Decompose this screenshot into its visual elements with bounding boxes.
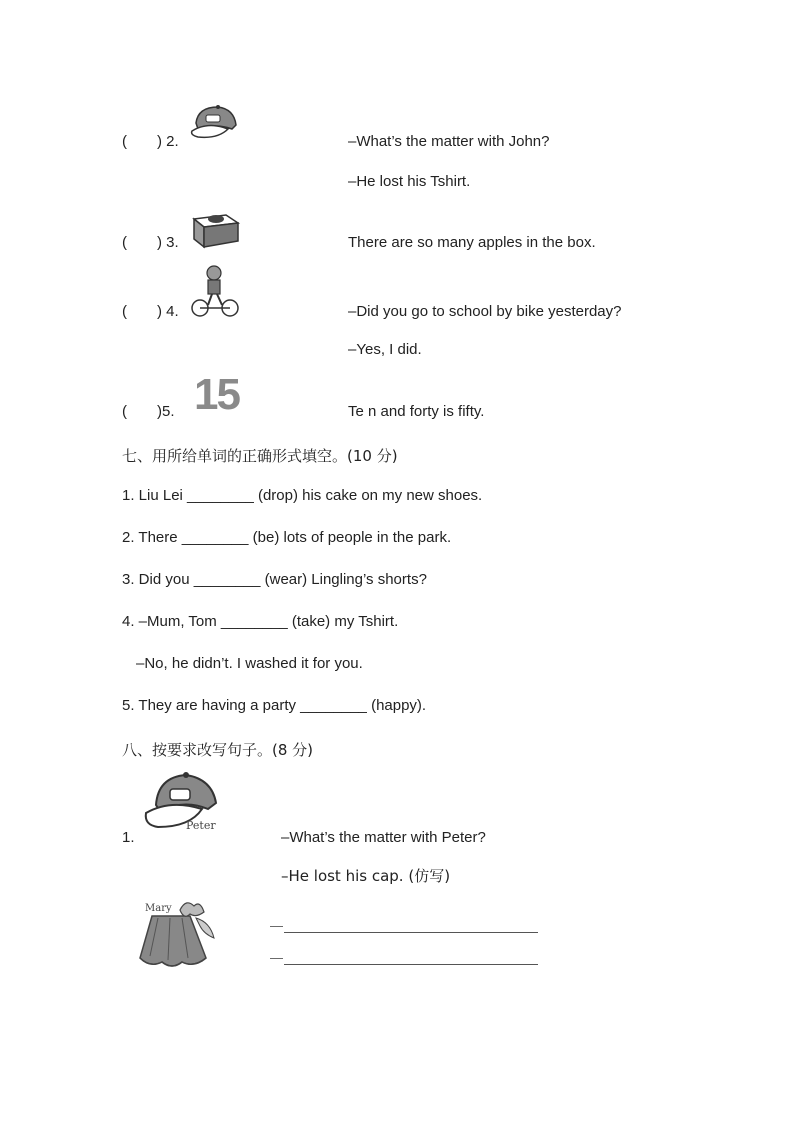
answer-dash-1: —	[270, 918, 283, 933]
paren-open: (	[122, 133, 127, 150]
paren-open: (	[122, 303, 127, 320]
mary-label: Mary	[145, 903, 172, 914]
answer-dash-2: —	[270, 950, 283, 965]
cap-picture	[188, 103, 243, 147]
item-number: )5.	[157, 403, 175, 420]
section-8-heading: 八、按要求改写句子。(8 分)	[122, 741, 314, 759]
item-5-line1: Te n and forty is fifty.	[348, 403, 485, 420]
fill-blank-item-3: 3. Did you ________ (wear) Lingling’s shorts?	[122, 571, 427, 588]
paren-open: (	[122, 403, 127, 420]
box-picture	[190, 209, 242, 249]
fill-blank-item-4-reply: –No, he didn’t. I washed it for you.	[136, 655, 363, 672]
item-number: ) 3.	[157, 234, 179, 251]
example-number: 1.	[122, 829, 135, 846]
section-7-heading: 七、用所给单词的正确形式填空。(10 分)	[122, 447, 398, 465]
answer-line-1[interactable]	[284, 932, 538, 933]
example-line1: –What’s the matter with Peter?	[281, 829, 486, 846]
item-2-line1: –What’s the matter with John?	[348, 133, 550, 150]
paren-open: (	[122, 234, 127, 251]
fill-blank-item-4: 4. –Mum, Tom ________ (take) my Tshirt.	[122, 613, 399, 630]
answer-line-2[interactable]	[284, 964, 538, 965]
number-15-picture: 15	[194, 370, 239, 419]
item-3-line1: There are so many apples in the box.	[348, 234, 596, 251]
item-4-line2: –Yes, I did.	[348, 341, 422, 358]
fill-blank-item-2: 2. There ________ (be) lots of people in the park.	[122, 529, 452, 546]
item-2-line2: –He lost his Tshirt.	[348, 173, 471, 190]
item-number: ) 2.	[157, 133, 179, 150]
peter-label: Peter	[186, 819, 216, 832]
example-line2: –He lost his cap. (仿写)	[281, 867, 451, 885]
item-number: ) 4.	[157, 303, 179, 320]
fill-blank-item-5: 5. They are having a party ________ (happy).	[122, 697, 427, 714]
item-4-line1: –Did you go to school by bike yesterday?	[348, 303, 622, 320]
fill-blank-item-1: 1. Liu Lei ________ (drop) his cake on my new shoes.	[122, 487, 483, 504]
boy-on-bike-picture	[190, 263, 240, 318]
